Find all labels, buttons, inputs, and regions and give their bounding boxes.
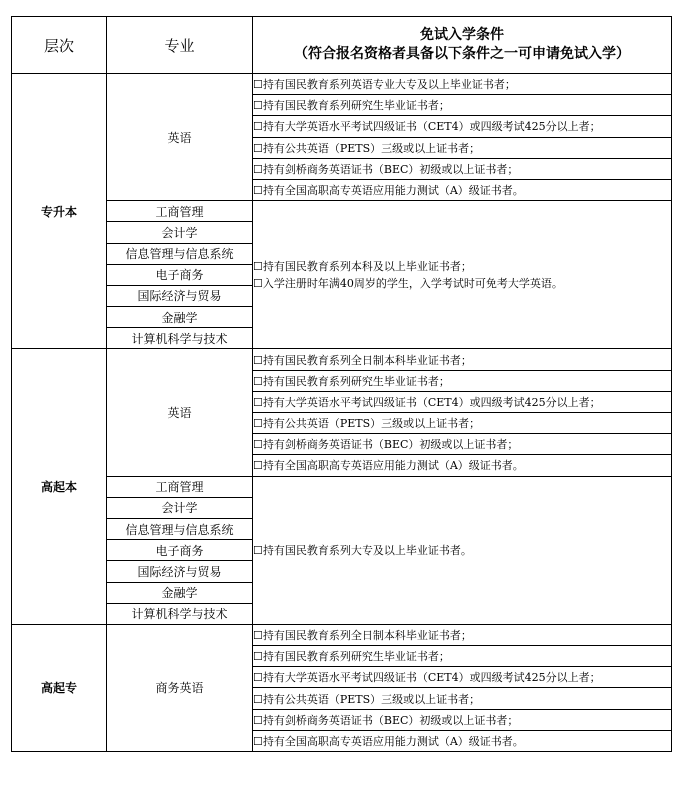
major-cell: 金融学 <box>107 307 253 328</box>
condition-line: ☐持有国民教育系列大专及以上毕业证书者。 <box>253 543 472 557</box>
table-row <box>12 349 672 370</box>
condition-cell: ☐持有大学英语水平考试四级证书（CET4）或四级考试425分以上者； <box>253 391 672 412</box>
condition-line: ☐入学注册时年满40周岁的学生，入学考试时可免考大学英语。 <box>253 276 563 290</box>
header-row <box>12 17 672 74</box>
condition-cell: ☐持有国民教育系列研究生毕业证书者； <box>253 370 672 391</box>
condition-cell: ☐持有国民教育系列英语专业大专及以上毕业证书者； <box>253 74 672 95</box>
major-cell: 国际经济与贸易 <box>107 561 253 582</box>
major-cell: 工商管理 <box>107 476 253 497</box>
major-cell: 会计学 <box>107 497 253 518</box>
major-cell: 金融学 <box>107 582 253 603</box>
condition-cell: ☐持有国民教育系列研究生毕业证书者； <box>253 646 672 667</box>
condition-cell: ☐持有国民教育系列研究生毕业证书者； <box>253 95 672 116</box>
major-cell: 英语 <box>107 74 253 201</box>
condition-cell: ☐持有剑桥商务英语证书（BEC）初级或以上证书者； <box>253 434 672 455</box>
condition-cell: ☐持有全国高职高专英语应用能力测试（A）级证书者。 <box>253 179 672 200</box>
level-cell: 专升本 <box>12 74 107 349</box>
major-cell: 计算机科学与技术 <box>107 328 253 349</box>
table-row <box>12 476 672 497</box>
major-cell: 英语 <box>107 349 253 476</box>
header-condition-subtitle: （符合报名资格者具备以下条件之一可申请免试入学） <box>294 46 630 62</box>
condition-cell: ☐持有国民教育系列全日制本科毕业证书者； <box>253 349 672 370</box>
major-cell: 国际经济与贸易 <box>107 285 253 306</box>
condition-cell: ☐持有公共英语（PETS）三级或以上证书者； <box>253 137 672 158</box>
condition-cell: ☐持有公共英语（PETS）三级或以上证书者； <box>253 413 672 434</box>
condition-block-cell <box>253 476 672 624</box>
header-major: 专业 <box>107 17 253 74</box>
header-condition <box>253 17 672 74</box>
condition-cell: ☐持有全国高职高专英语应用能力测试（A）级证书者。 <box>253 455 672 476</box>
condition-cell: ☐持有国民教育系列全日制本科毕业证书者； <box>253 624 672 645</box>
major-cell: 工商管理 <box>107 201 253 222</box>
major-cell: 商务英语 <box>107 624 253 751</box>
table-row <box>12 624 672 645</box>
condition-cell: ☐持有剑桥商务英语证书（BEC）初级或以上证书者； <box>253 158 672 179</box>
condition-block-cell <box>253 201 672 349</box>
level-cell: 高起专 <box>12 624 107 751</box>
header-condition-title: 免试入学条件 <box>420 27 504 43</box>
condition-line: ☐持有国民教育系列本科及以上毕业证书者； <box>253 259 472 273</box>
condition-cell: ☐持有剑桥商务英语证书（BEC）初级或以上证书者； <box>253 709 672 730</box>
exemption-table <box>11 16 672 752</box>
table-row <box>12 74 672 95</box>
condition-cell: ☐持有大学英语水平考试四级证书（CET4）或四级考试425分以上者； <box>253 116 672 137</box>
major-cell: 会计学 <box>107 222 253 243</box>
major-cell: 信息管理与信息系统 <box>107 243 253 264</box>
major-cell: 计算机科学与技术 <box>107 603 253 624</box>
header-level: 层次 <box>12 17 107 74</box>
condition-cell: ☐持有全国高职高专英语应用能力测试（A）级证书者。 <box>253 730 672 751</box>
major-cell: 电子商务 <box>107 264 253 285</box>
condition-cell: ☐持有大学英语水平考试四级证书（CET4）或四级考试425分以上者； <box>253 667 672 688</box>
major-cell: 信息管理与信息系统 <box>107 518 253 539</box>
condition-cell: ☐持有公共英语（PETS）三级或以上证书者； <box>253 688 672 709</box>
level-cell: 高起本 <box>12 349 107 624</box>
table-row <box>12 201 672 222</box>
major-cell: 电子商务 <box>107 540 253 561</box>
